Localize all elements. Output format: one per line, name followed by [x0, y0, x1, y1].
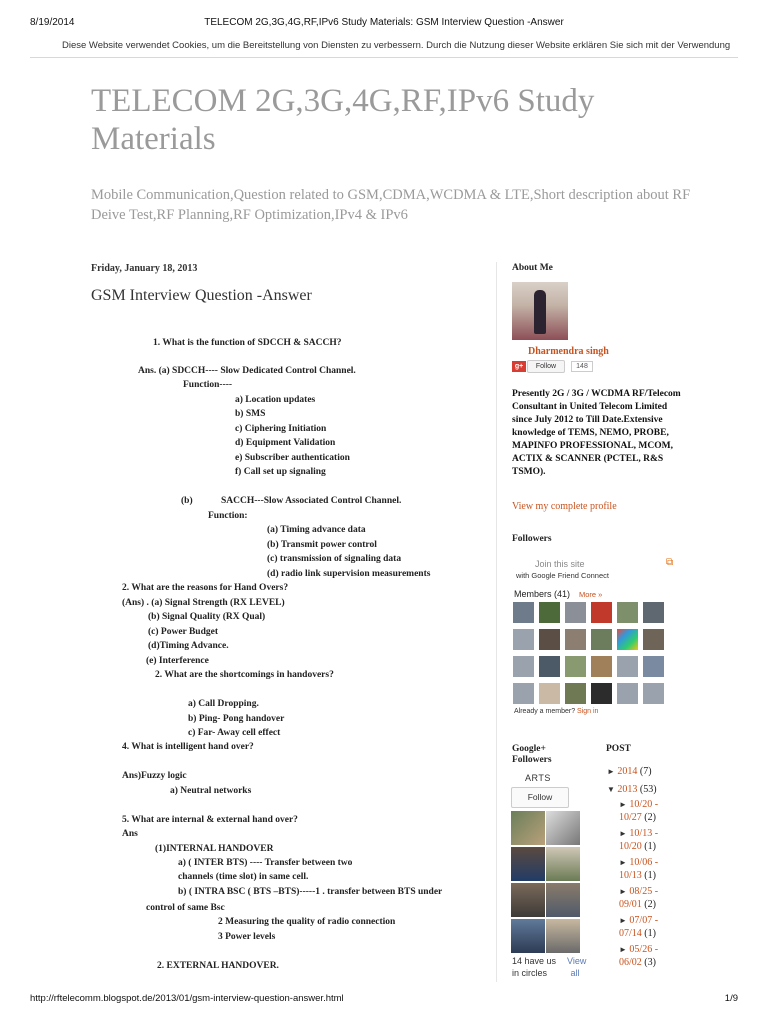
gplus-follower-avatar[interactable]	[546, 811, 580, 845]
post-line: (Ans) . (a) Signal Strength (RX LEVEL)	[122, 598, 285, 608]
archive-link[interactable]: 2014	[617, 766, 638, 777]
post-line: a) Call Dropping.	[188, 699, 259, 709]
post-line: a) Neutral networks	[170, 786, 252, 796]
gplus-follower-avatar[interactable]	[511, 919, 545, 953]
archive-toggle-icon[interactable]: ►	[619, 887, 627, 896]
member-avatar[interactable]	[617, 683, 638, 704]
member-avatar[interactable]	[539, 602, 560, 623]
post-line: 2. What are the shortcomings in handovers?	[155, 670, 334, 680]
archive-toggle-icon[interactable]: ►	[619, 800, 627, 809]
archive-link[interactable]: 08/25 - 09/01	[619, 886, 659, 910]
view-profile-link[interactable]: View my complete profile	[512, 501, 617, 512]
member-avatar[interactable]	[617, 602, 638, 623]
archive-item[interactable]	[619, 856, 679, 882]
member-avatar[interactable]	[539, 683, 560, 704]
post-line: channels (time slot) in same cell.	[178, 872, 309, 882]
post-line: 2. What are the reasons for Hand Overs?	[122, 583, 289, 593]
member-avatar[interactable]	[591, 656, 612, 677]
archive-count: (53)	[639, 784, 657, 795]
profile-name-link[interactable]: Dharmendra singh	[528, 346, 609, 357]
post-line: (b)	[181, 496, 193, 506]
post-line: a) ( INTER BTS) ---- Transfer between two	[178, 858, 353, 868]
archive-link[interactable]: 2013	[617, 784, 638, 795]
post-line: (c) Power Budget	[148, 627, 219, 637]
archive-link[interactable]: 10/20 - 10/27	[619, 799, 659, 823]
archive-count: (7)	[639, 766, 652, 777]
member-avatar[interactable]	[513, 683, 534, 704]
followers-heading: Followers	[512, 534, 552, 544]
join-site-link[interactable]: Join this site	[535, 559, 585, 569]
member-avatar[interactable]	[513, 602, 534, 623]
archive-item[interactable]	[607, 765, 652, 778]
blog-description: Mobile Communication,Question related to GSM,CDMA,WCDMA & LTE,Short description about RF Deive Test,RF Planning,RF Optimization,IPv4 & IPv6	[91, 187, 691, 223]
post-line: 1. What is the function of SDCCH & SACCH?	[153, 338, 342, 348]
archive-count: (2)	[644, 812, 656, 823]
post-line: SACCH---Slow Associated Control Channel.	[221, 496, 402, 506]
member-avatar[interactable]	[565, 629, 586, 650]
gplus-follow-button[interactable]: Follow	[511, 787, 569, 808]
post-line: d) Equipment Validation	[235, 438, 336, 448]
member-avatar[interactable]	[565, 602, 586, 623]
archive-toggle-icon[interactable]: ►	[619, 945, 627, 954]
header-divider	[30, 57, 738, 58]
archive-link[interactable]: 07/07 - 07/14	[619, 915, 659, 939]
follow-button[interactable]: Follow	[527, 360, 565, 373]
archive-toggle-icon[interactable]: ►	[619, 829, 627, 838]
more-members-link[interactable]: More »	[579, 590, 603, 599]
post-line: b) Ping- Pong handover	[188, 714, 285, 724]
archive-heading: POST	[606, 744, 631, 754]
post-line: a) Location updates	[235, 395, 316, 405]
gplus-follower-avatar[interactable]	[546, 883, 580, 917]
post-line: Function----	[183, 380, 233, 390]
post-line: b) SMS	[235, 409, 266, 419]
member-avatar[interactable]	[565, 656, 586, 677]
post-line: f) Call set up signaling	[235, 467, 326, 477]
gplus-follower-avatar[interactable]	[511, 883, 545, 917]
gplus-profile-name: ARTS	[525, 773, 551, 783]
friend-connect-icon: ⧉	[666, 557, 674, 568]
archive-count: (1)	[644, 870, 656, 881]
member-avatar[interactable]	[617, 656, 638, 677]
post-line: (d)Timing Advance.	[148, 641, 229, 651]
sign-in-link[interactable]: Sign in	[577, 708, 599, 715]
post-line: Ans)Fuzzy logic	[122, 771, 187, 781]
post-line: c) Ciphering Initiation	[235, 424, 327, 434]
blog-title[interactable]: TELECOM 2G,3G,4G,RF,IPv6 Study Materials	[91, 83, 595, 157]
members-count: Members (41)	[514, 589, 571, 599]
post-line: Ans. (a) SDCCH---- Slow Dedicated Control Channel.	[138, 366, 356, 376]
member-avatar[interactable]	[565, 683, 586, 704]
archive-item[interactable]	[607, 783, 657, 796]
google-plus-followers-heading: Google+ Followers	[512, 744, 552, 765]
post-line: control of same Bsc	[146, 903, 225, 913]
member-avatar[interactable]	[513, 629, 534, 650]
post-line: Function:	[208, 511, 248, 521]
gfc-label: with Google Friend Connect	[516, 571, 609, 580]
member-avatar[interactable]	[591, 602, 612, 623]
gplus-follower-avatar[interactable]	[546, 847, 580, 881]
already-member-label: Already a member?	[514, 708, 576, 715]
post-line: (b) Signal Quality (RX Qual)	[148, 612, 266, 622]
post-line: (e) Interference	[146, 656, 209, 666]
post-line: 3 Power levels	[218, 932, 276, 942]
print-doc-title: TELECOM 2G,3G,4G,RF,IPv6 Study Materials: GSM Interview Question -Answer	[204, 17, 564, 28]
member-avatar[interactable]	[617, 629, 638, 650]
member-avatar[interactable]	[643, 656, 664, 677]
post-line: 2 Measuring the quality of radio connection	[218, 917, 396, 927]
post-line: (c) transmission of signaling data	[267, 554, 402, 564]
post-line: 2. EXTERNAL HANDOVER.	[157, 961, 279, 971]
post-line: b) ( INTRA BSC ( BTS –BTS)-----1 . transfer between BTS under	[178, 887, 443, 897]
member-avatar[interactable]	[539, 656, 560, 677]
gplus-follower-avatar[interactable]	[511, 811, 545, 845]
already-member	[514, 708, 598, 715]
circles-count: 14 have us in circles	[512, 956, 557, 978]
member-avatar[interactable]	[591, 683, 612, 704]
post-line: 5. What are internal & external hand over?	[122, 815, 298, 825]
about-text: Presently 2G / 3G / WCDMA RF/Telecom Consultant in United Telecom Limited since July 2012 to Till Date.Extensive knowledge of TEMS, NEMO, PROBE, MAPINFO PROFESSIONAL, MCOM, ACTIX & SCANNER (PCTEL, R&S TSMO).	[512, 389, 681, 477]
post-line: (1)INTERNAL HANDOVER	[155, 844, 274, 854]
post-line: 4. What is intelligent hand over?	[122, 742, 254, 752]
member-avatar[interactable]	[643, 683, 664, 704]
archive-item[interactable]	[619, 798, 679, 824]
archive-link[interactable]: 05/26 - 06/02	[619, 944, 659, 968]
archive-count: (3)	[644, 957, 656, 968]
column-divider	[496, 262, 497, 982]
archive-toggle-icon[interactable]: ►	[619, 858, 627, 867]
member-avatar[interactable]	[643, 602, 664, 623]
post-date: Friday, January 18, 2013	[91, 263, 198, 274]
post-title[interactable]: GSM Interview Question -Answer	[91, 287, 312, 304]
archive-toggle-icon[interactable]: ►	[607, 767, 615, 776]
post-line: (b) Transmit power control	[267, 540, 377, 550]
about-me-heading: About Me	[512, 263, 553, 273]
member-avatar[interactable]	[643, 629, 664, 650]
cookie-notice: Diese Website verwendet Cookies, um die Bereitstellung von Diensten zu verbessern. Durch die Nutzung dieser Website erklären Sie sich mit der Verwendung	[62, 40, 731, 51]
gplus-follower-avatar[interactable]	[511, 847, 545, 881]
print-date: 8/19/2014	[30, 17, 75, 28]
print-url: http://rftelecomm.blogspot.de/2013/01/gsm-interview-question-answer.html	[30, 993, 344, 1004]
archive-item[interactable]	[619, 943, 679, 969]
post-line: e) Subscriber authentication	[235, 453, 350, 463]
archive-count: (1)	[644, 841, 656, 852]
print-page-number: 1/9	[724, 993, 738, 1004]
archive-toggle-icon[interactable]: ▼	[607, 785, 615, 794]
follow-count: 148	[571, 361, 593, 372]
member-avatar[interactable]	[591, 629, 612, 650]
post-line: c) Far- Away cell effect	[188, 728, 281, 738]
gplus-follower-avatar[interactable]	[546, 919, 580, 953]
archive-link[interactable]: 10/06 - 10/13	[619, 857, 659, 881]
member-avatar[interactable]	[539, 629, 560, 650]
archive-item[interactable]	[619, 914, 679, 940]
archive-toggle-icon[interactable]: ►	[619, 916, 627, 925]
google-plus-icon[interactable]: g+	[512, 361, 526, 372]
post-line: Ans	[122, 829, 138, 839]
profile-photo[interactable]	[512, 282, 568, 340]
archive-link[interactable]: 10/13 - 10/20	[619, 828, 659, 852]
archive-item[interactable]	[619, 827, 679, 853]
member-avatar[interactable]	[513, 656, 534, 677]
post-line: (a) Timing advance data	[267, 525, 366, 535]
view-all-link[interactable]: View all	[567, 956, 587, 978]
post-line: (d) radio link supervision measurements	[267, 569, 431, 579]
archive-item[interactable]	[619, 885, 679, 911]
archive-count: (1)	[644, 928, 656, 939]
archive-count: (2)	[644, 899, 656, 910]
